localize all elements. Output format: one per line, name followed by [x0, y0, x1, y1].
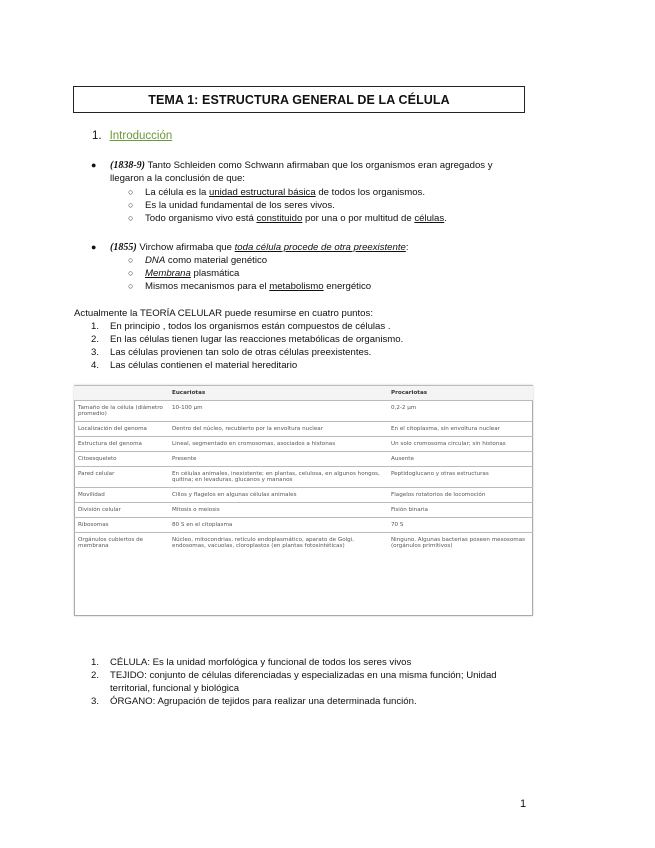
sub-marker: ○ [128, 255, 134, 265]
teoria-num: 1. [91, 321, 100, 332]
bullet-1 [91, 159, 96, 172]
teoria-num: 3. [91, 347, 100, 358]
bullet-2 [91, 241, 96, 254]
section-label: Introducción [109, 130, 173, 142]
teoria-item-1: En principio , todos los organismos están compuestos de células . [110, 321, 391, 332]
sub-item-2: Es la unidad fundamental de los seres vivos. [145, 200, 335, 211]
bullet-marker: ● [91, 242, 97, 252]
sub-item-dna: DNA como material genético [145, 255, 268, 266]
sub-item-membrana: Membrana plasmática [145, 268, 240, 279]
teoria-item-3: Las células provienen tan solo de otras células preexistentes. [110, 347, 372, 358]
teoria-intro: Actualmente la TEORÍA CELULAR puede resumirse en cuatro puntos: [74, 308, 373, 319]
table-row: Tamaño de la célula (diámetro promedio) 10-100 µm 0,2-2 µm [74, 401, 533, 422]
table-row: Pared celular En células animales, inexistente; en plantas, celulosa, en algunos hongos, quitina; en levaduras, glucanos y mananos Peptidoglucano y otras estructuras [74, 467, 533, 488]
virchow-quote: toda célula procede de otra preexistente [234, 242, 406, 253]
bullet-marker: ● [91, 160, 97, 170]
sub-item-metabolismo: Mismos mecanismos para el metabolismo energético [145, 281, 372, 292]
sub-marker: ○ [128, 200, 134, 210]
title-box [73, 86, 525, 113]
header-cell [74, 386, 168, 401]
teoria-num: 2. [91, 334, 100, 345]
table-row: Estructura del genoma Lineal, segmentado en cromosomas, asociados a histonas Un solo cromosoma circular; sin histonas [74, 437, 533, 452]
sub-item-3: Todo organismo vivo está constituido por una o por multitud de células. [145, 213, 447, 224]
def-number: 3. [91, 696, 100, 707]
table-row: Citoesqueleto Presente Ausente [74, 452, 533, 467]
def-number: 2. [91, 670, 100, 681]
bullet-1-line-2: llegaron a la conclusión de que: [110, 173, 245, 184]
sub-marker: ○ [128, 268, 134, 278]
sub-marker: ○ [128, 187, 134, 197]
header-eucariotas: Eucariotas [168, 386, 387, 401]
bullet-2-line-1: (1855) Virchow afirmaba que toda célula procede de otra preexistente: [110, 242, 409, 253]
def-tejido-cont: territorial, funcional y biológica [110, 683, 240, 694]
def-number: 1. [91, 657, 100, 668]
bullet-1-line-1 [110, 159, 528, 172]
teoria-item-4: Las células contienen el material hereditario [110, 360, 298, 371]
bullet-1-text: Tanto Schleiden como Schwann afirmaban que los organismos eran agregados y [145, 160, 493, 171]
section-number: 1. [92, 130, 102, 142]
page-title: TEMA 1: ESTRUCTURA GENERAL DE LA CÉLULA [148, 92, 450, 107]
teoria-num: 4. [91, 360, 100, 371]
year-1838: (1838-9) [110, 160, 145, 171]
table-header-row [74, 386, 533, 401]
def-organo: ÓRGANO: Agrupación de tejidos para realizar una determinada función. [110, 696, 417, 707]
page-number: 1 [520, 798, 527, 810]
table-row: División celular Mitosis o meiosis Fisión binaria [74, 503, 533, 518]
comparison-table [74, 385, 533, 553]
def-celula: CÉLULA: Es la unidad morfológica y funcional de todos los seres vivos [110, 657, 412, 668]
def-tejido: TEJIDO: conjunto de células diferenciadas y especializadas en una misma función; Unidad [110, 670, 497, 681]
teoria-item-2: En las células tienen lugar las reacciones metabólicas de organismo. [110, 334, 404, 345]
table-row: Movilidad Cilios y flagelos en algunas células animales Flagelos rotatorios de locomoción [74, 488, 533, 503]
sub-item-1: La célula es la unidad estructural básica de todos los organismos. [145, 187, 425, 198]
sub-marker: ○ [128, 213, 134, 223]
sub-marker: ○ [128, 281, 134, 291]
year-1855: (1855) [110, 242, 137, 253]
table-row: Orgánulos cubiertos de membrana Núcleo, mitocondrias, retículo endoplasmático, aparato de Golgi, endosomas, vacuolas, cloroplastos (en plantas fotosintéticas) Ninguno. Algunas bacterias poseen mesosomas (orgánulos primitivos) [74, 533, 533, 554]
table-row: Localización del genoma Dentro del núcleo, recubierto por la envoltura nuclear En el citoplasma, sin envoltura nuclear [74, 422, 533, 437]
header-procariotas: Procariotas [387, 386, 533, 401]
section-heading [92, 130, 172, 142]
table-row: Ribosomas 80 S en el citoplasma 70 S [74, 518, 533, 533]
